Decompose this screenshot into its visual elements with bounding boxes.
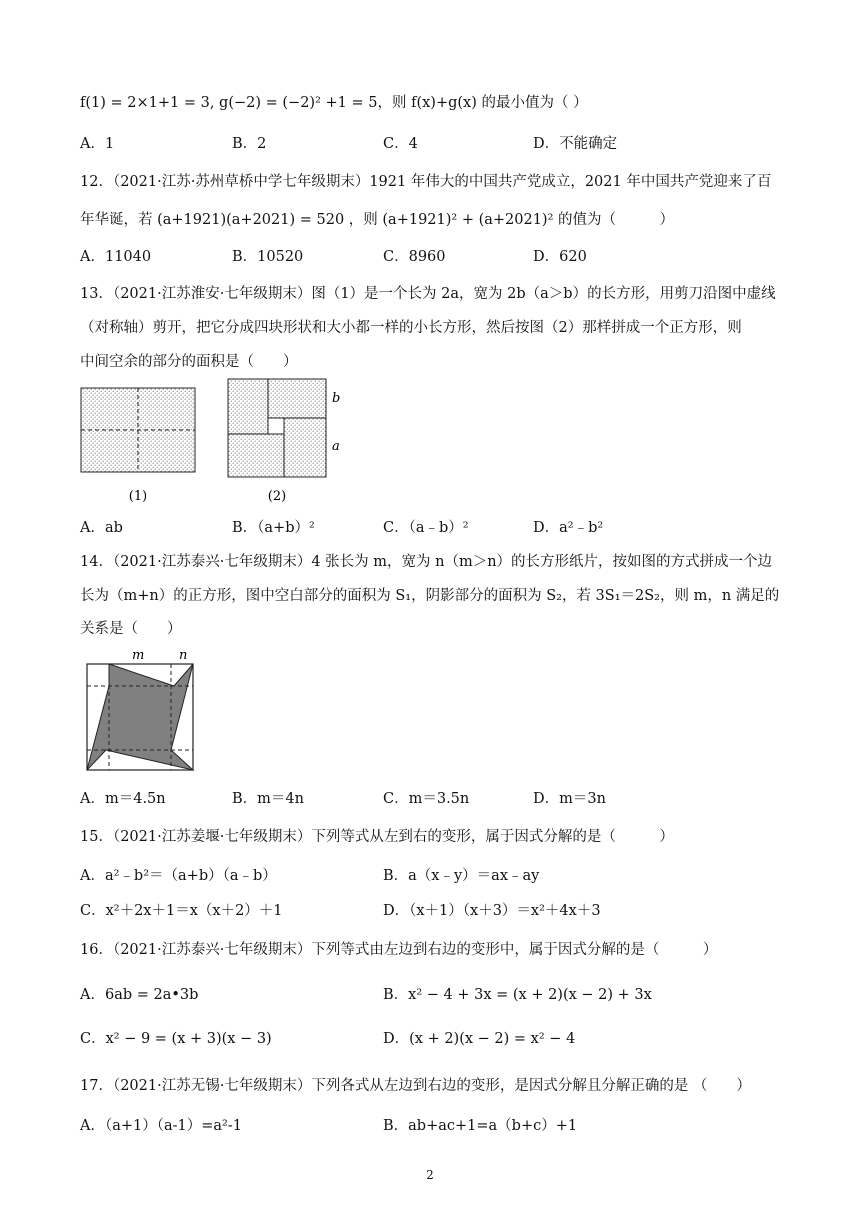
q16-option-c: C．x² − 9 = (x + 3)(x − 3) <box>80 1031 272 1047</box>
q13-option-a: A．ab <box>80 520 123 536</box>
q14-option-a: A．m＝4.5n <box>80 791 166 807</box>
q14-option-d: D．m＝3n <box>533 791 606 807</box>
q11-option-a: A．1 <box>80 136 115 152</box>
q17-line-1: 17．（2021·江苏无锡·七年级期末）下列各式从左边到右边的变形，是因式分解且分解正确的是 （ ） <box>80 1078 751 1094</box>
q11-option-b: B．2 <box>232 136 267 152</box>
q13-figure-2-a-label: a <box>332 439 340 454</box>
q17-option-b: B．ab+ac+1=a（b+c）+1 <box>383 1118 578 1134</box>
q12-option-c: C．8960 <box>383 249 446 265</box>
q14-line-3: 关系是（ ） <box>80 621 182 637</box>
q14-figure <box>84 646 204 776</box>
q15-line-1: 15．（2021·江苏姜堰·七年级期末）下列等式从左到右的变形，属于因式分解的是（ ） <box>80 829 674 845</box>
q11-option-c: C．4 <box>383 136 418 152</box>
q14-line-1: 14．（2021·江苏泰兴·七年级期末）4 张长为 m，宽为 n（m＞n）的长方形纸片，按如图的方式拼成一个边 <box>80 554 773 570</box>
q15-option-c: C．x²＋2x＋1＝x（x＋2）＋1 <box>80 903 283 919</box>
q13-figure-2-label: (2) <box>267 489 287 504</box>
q15-option-a: A．a²﹣b²＝（a+b）（a﹣b） <box>80 868 277 884</box>
q12-option-d: D．620 <box>533 249 587 265</box>
q13-line-2: （对称轴）剪开，把它分成四块形状和大小都一样的小长方形，然后按图（2）那样拼成一个正方形，则 <box>80 320 742 336</box>
q13-figure-2 <box>228 379 340 504</box>
q12-line-2: 年华诞，若 (a+1921)(a+2021) = 520 ，则 (a+1921)² + (a+2021)² 的值为（ ） <box>80 212 675 228</box>
q13-option-d: D．a²﹣b² <box>533 520 604 536</box>
q14-line-2: 长为（m+n）的正方形，图中空白部分的面积为 S₁，阴影部分的面积为 S₂，若 3S₁＝2S₂，则 m，n 满足的 <box>80 588 780 604</box>
q13-option-b: B．（a+b）² <box>232 520 315 536</box>
page-number: 2 <box>426 1168 434 1182</box>
q12-option-b: B．10520 <box>232 249 304 265</box>
q13-figure-1-label: (1) <box>128 489 148 504</box>
q12-line-1: 12．（2021·江苏·苏州草桥中学七年级期末）1921 年伟大的中国共产党成立，2021 年中国共产党迎来了百 <box>80 174 772 190</box>
q16-option-d: D．(x + 2)(x − 2) = x² − 4 <box>383 1031 576 1047</box>
q14-option-c: C．m＝3.5n <box>383 791 470 807</box>
q17-option-a: A．（a+1）（a-1）=a²-1 <box>80 1118 242 1134</box>
q14-option-b: B．m＝4n <box>232 791 304 807</box>
q16-line-1: 16．（2021·江苏泰兴·七年级期末）下列等式由左边到右边的变形中，属于因式分解的是（ ） <box>80 942 718 958</box>
q14-figure-n-label: n <box>179 648 188 663</box>
q13-line-1: 13．（2021·江苏淮安·七年级期末）图（1）是一个长为 2a，宽为 2b（a＞b）的长方形，用剪刀沿图中虚线 <box>80 286 776 302</box>
q15-option-d: D．（x＋1）（x＋3）＝x²＋4x＋3 <box>383 903 601 919</box>
q16-option-b: B．x² − 4 + 3x = (x + 2)(x − 2) + 3x <box>383 987 652 1003</box>
q13-option-c: C．（a﹣b）² <box>383 520 469 536</box>
q14-figure-m-label: m <box>132 648 145 663</box>
q13-figure-2-b-label: b <box>332 391 341 406</box>
q16-option-a: A．6ab = 2a•3b <box>80 987 199 1003</box>
q13-figure-1 <box>81 388 195 504</box>
q15-option-b: B．a（x﹣y）＝ax﹣ay <box>383 868 540 884</box>
q11-option-d: D．不能确定 <box>533 136 618 152</box>
q13-figures <box>80 378 360 508</box>
q11-text: f(1) = 2×1+1 = 3, g(−2) = (−2)² +1 = 5，则 f(x)+g(x) 的最小值为（ ） <box>80 95 588 111</box>
q13-line-3: 中间空余的部分的面积是（ ） <box>80 354 298 370</box>
q12-option-a: A．11040 <box>80 249 152 265</box>
